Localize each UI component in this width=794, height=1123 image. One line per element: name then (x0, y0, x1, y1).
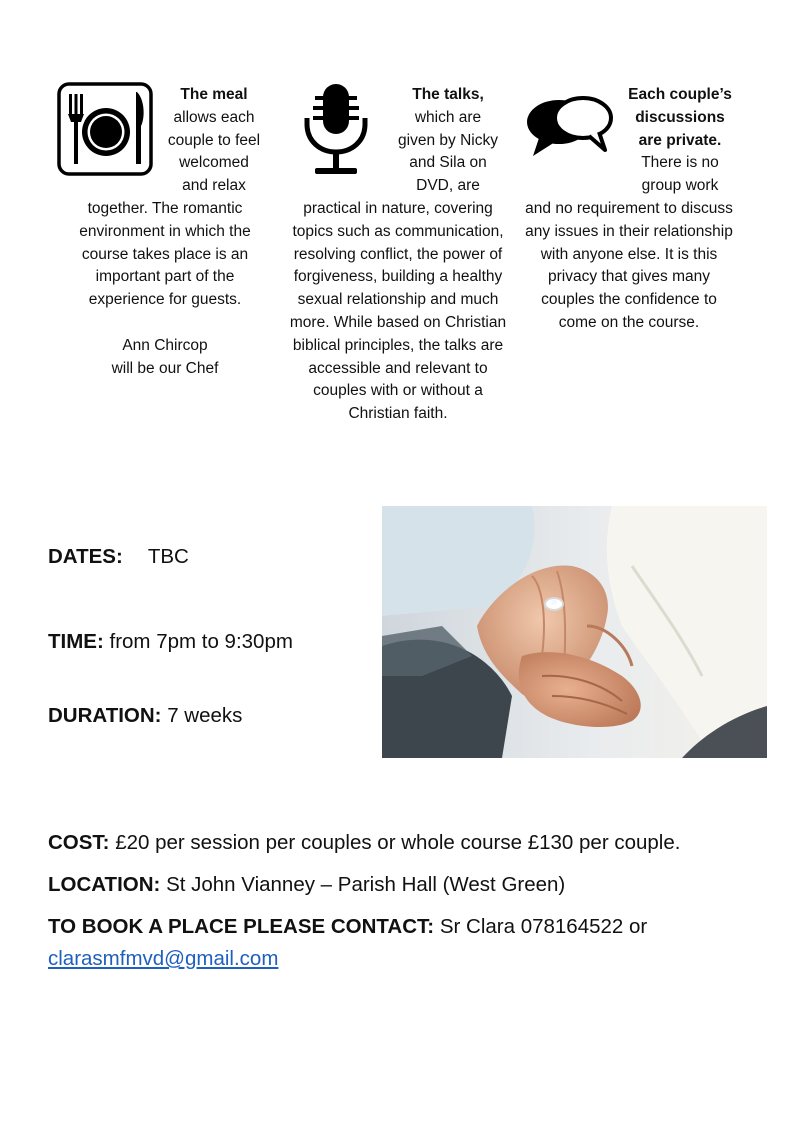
location-value: St John Vianney – Parish Hall (West Green) (166, 873, 566, 896)
privacy-heading-2: discussions (635, 108, 725, 126)
speech-bubbles-icon (522, 94, 624, 184)
meal-line-1: allows each (173, 108, 255, 126)
location-row (48, 873, 565, 897)
contact-row (48, 915, 647, 939)
dates-value: TBC (147, 545, 189, 568)
talks-column (286, 84, 510, 426)
meal-line-4: and relax (182, 177, 246, 195)
cost-row (48, 831, 680, 855)
meal-body: together. The romantic environment in which the course takes place is an important part of the experience for guests. (79, 199, 251, 309)
meal-line-3: welcomed (179, 154, 249, 172)
talks-line-2: given by Nicky (398, 131, 498, 149)
meal-heading: The meal (180, 86, 248, 103)
privacy-body: and no requirement to discuss any issues in their relationship with anyone else. It is this privacy that gives many couples the confidence to come on the course. (525, 199, 733, 331)
time-label: TIME: (48, 630, 104, 653)
plate-cutlery-icon (56, 82, 154, 178)
email-row (48, 947, 278, 971)
privacy-heading-1: Each couple’s (628, 86, 732, 103)
cost-label: COST: (48, 831, 110, 854)
privacy-column (522, 84, 736, 335)
dates-label: DATES: (48, 545, 123, 568)
privacy-heading-3: are private. (638, 131, 722, 149)
contact-label: TO BOOK A PLACE PLEASE CONTACT: (48, 915, 435, 938)
talks-line-3: and Sila on (409, 154, 487, 172)
duration-label: DURATION: (48, 704, 162, 727)
privacy-line-1: There is no (641, 154, 719, 172)
holding-hands-photo (382, 506, 767, 758)
location-label: LOCATION: (48, 873, 161, 896)
cost-value: £20 per session per couples or whole course £130 per couple. (115, 831, 681, 854)
duration-row (48, 704, 242, 728)
chef-role: will be our Chef (111, 359, 219, 377)
meal-column (56, 84, 274, 381)
privacy-line-2: group work (641, 177, 719, 195)
dates-row (48, 545, 189, 569)
contact-value: Sr Clara 078164522 or (439, 915, 648, 938)
time-row (48, 630, 293, 654)
email-link[interactable]: clarasmfmvd@gmail.com (48, 947, 279, 970)
duration-value: 7 weeks (167, 704, 243, 727)
talks-heading: The talks, (412, 86, 484, 103)
talks-body: practical in nature, covering topics such as communication, resolving conflict, the power of forgiveness, building a healthy sexual relationship and much more. While based on Christian biblical principles, the talks are accessible and relevant to couples with or without a Christian faith. (289, 199, 507, 423)
talks-line-1: which are (414, 108, 482, 126)
time-value: from 7pm to 9:30pm (109, 630, 293, 653)
talks-line-4: DVD, are (416, 177, 480, 195)
meal-line-2: couple to feel (167, 131, 261, 149)
chef-name: Ann Chircop (122, 336, 208, 354)
microphone-icon (286, 84, 386, 180)
